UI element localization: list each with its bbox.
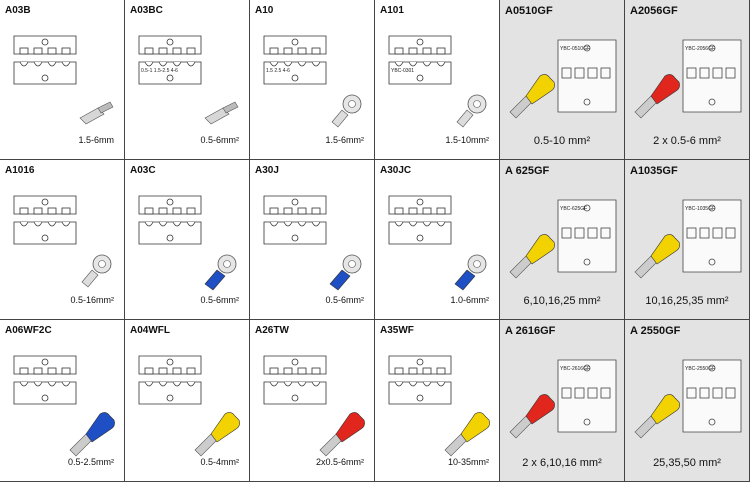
- crimp-die-drawing: [14, 196, 76, 244]
- die-model-code: A06WF2C: [5, 325, 52, 336]
- die-mount-hole: [292, 235, 298, 241]
- die-notch: [20, 48, 28, 54]
- die-wire-range: 2 x 0.5-6 mm²: [653, 135, 721, 147]
- die-notch: [20, 368, 28, 374]
- ferrule-collar: [526, 74, 555, 104]
- die-notch: [726, 228, 735, 238]
- die-notch: [575, 228, 584, 238]
- ferrule-collar: [526, 394, 555, 424]
- ring-terminal-icon: [332, 95, 361, 127]
- die-stamp-text: 0.5-1 1.5-2.5 4-6: [141, 68, 178, 74]
- ferrule-collar: [211, 412, 240, 442]
- die-notch: [270, 48, 278, 54]
- ferrule-terminal-icon: [510, 74, 555, 118]
- die-mount-hole: [167, 39, 173, 45]
- die-mount-hole: [292, 75, 298, 81]
- die-notch: [187, 48, 195, 54]
- die-mount-hole: [417, 235, 423, 241]
- die-notch: [298, 208, 306, 214]
- die-stamp-text: YBC-2550GF: [685, 366, 716, 372]
- die-mount-hole: [709, 419, 715, 425]
- die-notch: [562, 228, 571, 238]
- die-notch: [409, 368, 417, 374]
- die-notch: [601, 68, 610, 78]
- die-notch: [409, 48, 417, 54]
- die-card: [500, 320, 625, 482]
- ring-terminal-icon: [457, 95, 486, 127]
- die-mount-hole: [42, 395, 48, 401]
- die-model-code: A03C: [130, 165, 156, 176]
- die-mount-hole: [417, 199, 423, 205]
- twin-ferrule-terminal-icon: [635, 74, 680, 118]
- die-notch: [395, 368, 403, 374]
- die-mount-hole: [292, 395, 298, 401]
- die-card: [500, 0, 625, 160]
- die-mount-hole: [167, 199, 173, 205]
- die-notch: [713, 228, 722, 238]
- die-notch: [395, 48, 403, 54]
- die-notch: [62, 48, 70, 54]
- die-notch: [34, 368, 42, 374]
- die-notch: [588, 388, 597, 398]
- die-wire-range: 0.5-6mm²: [325, 295, 364, 305]
- die-stamp-text: YBC-625GF: [560, 206, 588, 212]
- die-mount-hole: [42, 359, 48, 365]
- die-stamp-text: YBC-2056GF: [685, 46, 716, 52]
- insulated-terminal-icon: [205, 102, 238, 124]
- die-notch: [562, 68, 571, 78]
- die-mount-hole: [417, 395, 423, 401]
- insulation-sleeve: [455, 270, 475, 290]
- die-mount-hole: [417, 75, 423, 81]
- die-card: [125, 0, 250, 160]
- die-mount-hole: [709, 259, 715, 265]
- die-notch: [159, 48, 167, 54]
- die-notch: [312, 208, 320, 214]
- die-notch: [726, 68, 735, 78]
- ring-hole: [99, 261, 106, 268]
- die-notch: [145, 368, 153, 374]
- die-mount-hole: [292, 199, 298, 205]
- die-notch: [173, 48, 181, 54]
- die-notch: [145, 48, 153, 54]
- die-notch: [34, 48, 42, 54]
- die-model-code: A 625GF: [505, 165, 550, 177]
- die-notch: [48, 208, 56, 214]
- die-notch: [687, 388, 696, 398]
- die-card: [125, 320, 250, 482]
- ferrule-collar: [86, 412, 115, 442]
- ferrule-collar: [461, 412, 490, 442]
- die-notch: [601, 228, 610, 238]
- crimp-die-drawing: [264, 36, 326, 84]
- die-notch: [437, 208, 445, 214]
- ring-hole: [224, 261, 231, 268]
- ring-hole: [349, 261, 356, 268]
- die-model-code: A26TW: [255, 325, 289, 336]
- die-model-code: A30J: [255, 165, 279, 176]
- crimp-die-drawing: [389, 356, 451, 404]
- die-notch: [48, 48, 56, 54]
- die-card: [375, 0, 500, 160]
- die-model-code: A03BC: [130, 5, 163, 16]
- die-notch: [62, 368, 70, 374]
- die-illustration: [625, 320, 750, 480]
- die-notch: [601, 388, 610, 398]
- die-stamp-text: YBC-1035GF: [685, 206, 716, 212]
- die-mount-hole: [584, 419, 590, 425]
- ring-insulated-terminal-icon: [455, 255, 486, 290]
- die-illustration: [375, 320, 500, 480]
- die-notch: [284, 208, 292, 214]
- die-card: [0, 320, 125, 482]
- ferrule-terminal-icon: [510, 234, 555, 278]
- die-wire-range: 1.5-6mm²: [325, 135, 364, 145]
- die-mount-hole: [42, 75, 48, 81]
- die-notch: [726, 388, 735, 398]
- ferrule-collar: [651, 394, 680, 424]
- die-mount-hole: [42, 199, 48, 205]
- ferrule-terminal-icon: [445, 412, 490, 456]
- crimp-die-drawing: [139, 36, 201, 84]
- die-card: [250, 0, 375, 160]
- ferrule-terminal-icon: [635, 234, 680, 278]
- die-card: [625, 320, 750, 482]
- die-wire-range: 0.5-6mm²: [200, 295, 239, 305]
- ring-insulated-terminal-icon: [330, 255, 361, 290]
- die-stamp-text: YBC-0301: [391, 68, 415, 74]
- die-notch: [437, 368, 445, 374]
- die-notch: [270, 368, 278, 374]
- die-notch: [700, 68, 709, 78]
- die-illustration: [0, 320, 125, 480]
- die-wire-range: 1.0-6mm²: [450, 295, 489, 305]
- die-wire-range: 10,16,25,35 mm²: [645, 295, 729, 307]
- die-notch: [34, 208, 42, 214]
- die-notch: [395, 208, 403, 214]
- die-notch: [159, 208, 167, 214]
- die-mount-hole: [167, 235, 173, 241]
- barrel: [457, 110, 473, 127]
- die-model-code: A04WFL: [130, 325, 170, 336]
- terminal-blade: [223, 102, 238, 113]
- die-stamp-text: YBC-0510GF: [560, 46, 591, 52]
- die-wire-range: 0.5-2.5mm²: [67, 457, 114, 467]
- die-card: [375, 160, 500, 320]
- die-notch: [409, 208, 417, 214]
- die-notch: [700, 388, 709, 398]
- die-card: [250, 160, 375, 320]
- crimp-die-drawing: [14, 36, 76, 84]
- die-mount-hole: [42, 39, 48, 45]
- die-illustration: [250, 320, 375, 480]
- die-wire-range: 0.5-6mm²: [200, 135, 239, 145]
- die-model-code: A10: [255, 5, 274, 16]
- die-card: [625, 0, 750, 160]
- ring-hole: [474, 101, 481, 108]
- crimp-die-drawing: [264, 356, 326, 404]
- die-model-code: A 2550GF: [630, 325, 681, 337]
- die-notch: [187, 208, 195, 214]
- die-card: [125, 160, 250, 320]
- twin-ferrule-terminal-icon: [510, 394, 555, 438]
- die-stamp-text: YBC-2616GF: [560, 366, 591, 372]
- crimp-die-drawing: [139, 196, 201, 244]
- ferrule-terminal-icon: [195, 412, 240, 456]
- die-wire-range: 0.5-10 mm²: [533, 135, 591, 147]
- die-model-code: A1035GF: [630, 165, 678, 177]
- die-model-code: A1016: [5, 165, 35, 176]
- die-stamp-text: 1.5 2.5 4-6: [266, 68, 290, 74]
- die-wire-range: 10-35mm²: [447, 457, 489, 467]
- barrel: [82, 270, 98, 287]
- die-wire-range: 1.5-6mm: [78, 135, 114, 145]
- die-notch: [575, 68, 584, 78]
- ferrule-collar: [651, 234, 680, 264]
- die-notch: [298, 48, 306, 54]
- die-model-code: A101: [380, 5, 404, 16]
- die-notch: [284, 48, 292, 54]
- die-notch: [713, 388, 722, 398]
- die-mount-hole: [709, 99, 715, 105]
- die-model-code: A2056GF: [630, 5, 678, 17]
- insulated-terminal-icon: [80, 102, 113, 124]
- die-mount-hole: [292, 39, 298, 45]
- die-mount-hole: [584, 259, 590, 265]
- die-wire-range: 1.5-10mm²: [445, 135, 489, 145]
- die-notch: [173, 208, 181, 214]
- ring-terminal-icon: [82, 255, 111, 287]
- die-notch: [20, 208, 28, 214]
- die-model-code: A03B: [5, 5, 31, 16]
- die-notch: [575, 388, 584, 398]
- die-wire-range: 6,10,16,25 mm²: [523, 295, 601, 307]
- die-mount-hole: [292, 359, 298, 365]
- die-notch: [298, 368, 306, 374]
- ring-insulated-terminal-icon: [205, 255, 236, 290]
- die-mount-hole: [42, 235, 48, 241]
- crimp-die-drawing: [264, 196, 326, 244]
- crimp-die-drawing: [139, 356, 201, 404]
- die-illustration: [125, 320, 250, 480]
- die-card: [250, 320, 375, 482]
- crimp-die-drawing: [14, 356, 76, 404]
- die-notch: [173, 368, 181, 374]
- die-illustration: [500, 320, 625, 480]
- die-notch: [284, 368, 292, 374]
- die-notch: [687, 68, 696, 78]
- ring-ferrule-terminal-icon: [70, 412, 115, 456]
- die-notch: [423, 48, 431, 54]
- die-mount-hole: [417, 359, 423, 365]
- twin-ferrule-terminal-icon: [320, 412, 365, 456]
- die-model-code: A0510GF: [505, 5, 553, 17]
- die-notch: [312, 368, 320, 374]
- die-mount-hole: [167, 359, 173, 365]
- die-notch: [437, 48, 445, 54]
- insulation-sleeve: [205, 270, 225, 290]
- die-notch: [687, 228, 696, 238]
- die-notch: [145, 208, 153, 214]
- die-notch: [713, 68, 722, 78]
- ring-hole: [349, 101, 356, 108]
- crimp-die-drawing: [389, 196, 451, 244]
- die-notch: [270, 208, 278, 214]
- die-wire-range: 2 x 6,10,16 mm²: [522, 457, 602, 469]
- ferrule-terminal-icon: [635, 394, 680, 438]
- ring-hole: [474, 261, 481, 268]
- die-model-code: A30JC: [380, 165, 412, 176]
- die-card: [500, 160, 625, 320]
- die-card: [625, 160, 750, 320]
- crimp-die-drawing: [389, 36, 451, 84]
- die-mount-hole: [584, 99, 590, 105]
- die-notch: [48, 368, 56, 374]
- die-mount-hole: [167, 75, 173, 81]
- die-notch: [187, 368, 195, 374]
- die-wire-range: 2x0.5-6mm²: [315, 457, 364, 467]
- die-mount-hole: [417, 39, 423, 45]
- die-card: [375, 320, 500, 482]
- die-notch: [588, 228, 597, 238]
- die-card: [0, 0, 125, 160]
- die-card: [0, 160, 125, 320]
- die-notch: [159, 368, 167, 374]
- terminal-blade: [98, 102, 113, 113]
- die-wire-range: 25,35,50 mm²: [653, 457, 721, 469]
- die-model-code: A 2616GF: [505, 325, 556, 337]
- die-notch: [312, 48, 320, 54]
- barrel: [332, 110, 348, 127]
- die-notch: [700, 228, 709, 238]
- die-notch: [588, 68, 597, 78]
- ferrule-collar: [336, 412, 365, 442]
- insulation-sleeve: [330, 270, 350, 290]
- die-notch: [423, 208, 431, 214]
- die-wire-range: 0.5-4mm²: [200, 457, 239, 467]
- die-wire-range: 0.5-16mm²: [70, 295, 114, 305]
- die-notch: [562, 388, 571, 398]
- ferrule-collar: [651, 74, 680, 104]
- die-notch: [62, 208, 70, 214]
- die-model-code: A35WF: [380, 325, 414, 336]
- die-notch: [423, 368, 431, 374]
- ferrule-collar: [526, 234, 555, 264]
- die-mount-hole: [167, 395, 173, 401]
